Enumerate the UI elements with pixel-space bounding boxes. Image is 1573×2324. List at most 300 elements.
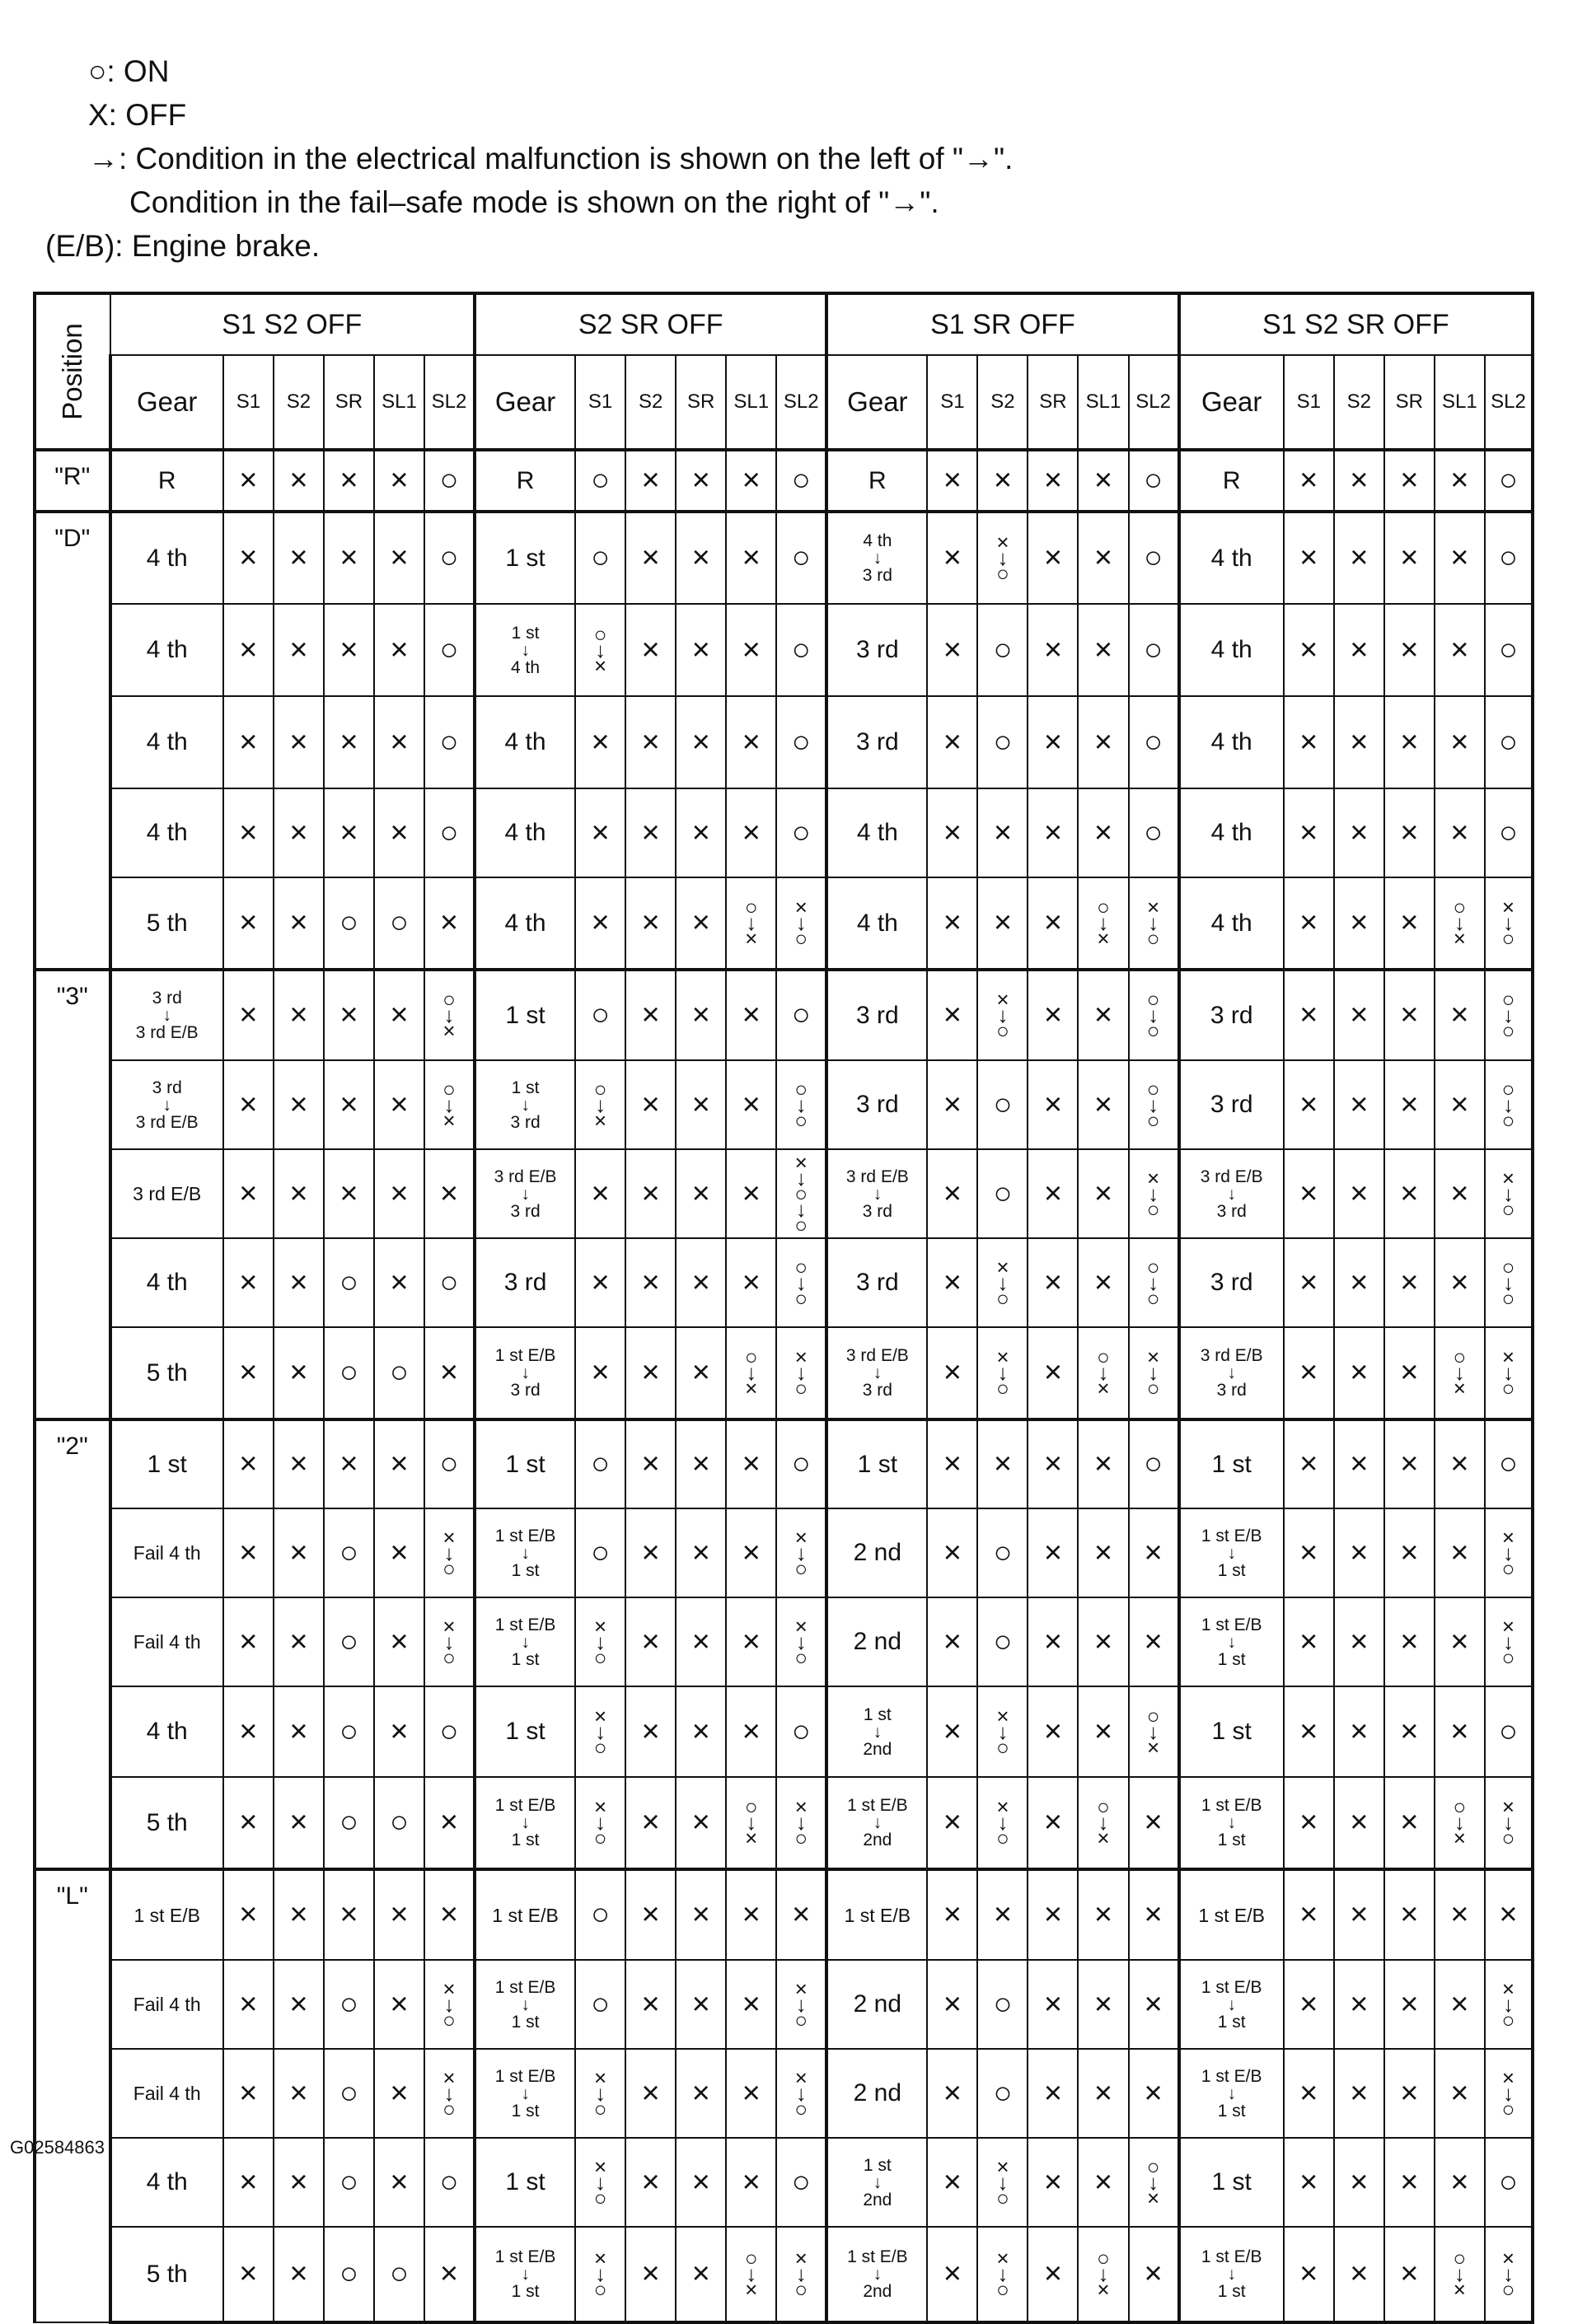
solenoid-state-cell: × <box>223 512 274 604</box>
table-row <box>35 1777 1533 1869</box>
gear-cell: 3 rd E/B <box>110 1149 223 1238</box>
solenoid-state-cell: × <box>726 696 776 788</box>
gear-cell: 3 rd <box>826 696 927 788</box>
gear-cell: Fail 4 th <box>110 1960 223 2049</box>
solenoid-state-cell: × <box>424 877 475 970</box>
group-header: S1 S2 OFF <box>110 293 475 355</box>
solenoid-state-cell: × <box>1028 1508 1078 1597</box>
solenoid-state-cell: × <box>676 1327 726 1419</box>
solenoid-state-cell: × <box>1435 1238 1485 1327</box>
solenoid-state-cell: × <box>1384 604 1435 696</box>
solenoid-state-cell: ○ <box>1485 696 1533 788</box>
solenoid-state-cell: × <box>1334 877 1384 970</box>
gear-column-header: Gear <box>1179 355 1284 450</box>
solenoid-state-cell: × <box>1129 1777 1179 1869</box>
gear-cell: 1 st E/B ↓ 2nd <box>826 2227 927 2322</box>
gear-cell: 1 st E/B ↓ 1 st <box>1179 1597 1284 1686</box>
solenoid-state-cell: × <box>1384 2049 1435 2138</box>
solenoid-state-cell: × <box>1334 2049 1384 2138</box>
solenoid-state-cell: × <box>324 970 374 1060</box>
solenoid-state-cell: ○ <box>977 1960 1028 2049</box>
solenoid-state-cell: × <box>1078 1960 1128 2049</box>
solenoid-state-cell: × <box>1334 1597 1384 1686</box>
solenoid-state-cell: ○ <box>324 1777 374 1869</box>
solenoid-state-cell: ○ <box>424 1686 475 1777</box>
solenoid-state-cell: × <box>726 2138 776 2227</box>
solenoid-state-cell: ○ <box>424 788 475 877</box>
solenoid-column-header: SL1 <box>1078 355 1128 450</box>
solenoid-state-cell: × <box>374 1960 424 2049</box>
solenoid-state-cell: × <box>223 1869 274 1960</box>
gear-cell: 2 nd <box>826 2049 927 2138</box>
table-row <box>35 2049 1533 2138</box>
solenoid-state-cell: × <box>625 604 676 696</box>
solenoid-state-cell: × <box>927 1238 977 1327</box>
solenoid-state-cell: × ↓ ○ <box>776 1597 826 1686</box>
gear-cell: 1 st <box>475 1686 575 1777</box>
gear-cell: 4 th <box>1179 696 1284 788</box>
gear-cell: 4 th <box>1179 604 1284 696</box>
solenoid-state-cell: ○ ↓ ○ <box>776 1238 826 1327</box>
table-row <box>35 970 1533 1060</box>
solenoid-state-cell: ○ <box>776 1686 826 1777</box>
solenoid-state-cell: × <box>374 1060 424 1149</box>
solenoid-state-cell: × <box>1028 2138 1078 2227</box>
solenoid-state-cell: × <box>1028 512 1078 604</box>
solenoid-state-cell: ○ <box>1129 1419 1179 1508</box>
gear-cell: 1 st E/B ↓ 1 st <box>475 2227 575 2322</box>
solenoid-state-cell: × <box>1129 2049 1179 2138</box>
solenoid-column-header: S2 <box>977 355 1028 450</box>
solenoid-state-cell: × <box>1435 1960 1485 2049</box>
solenoid-state-cell: × <box>223 877 274 970</box>
solenoid-state-cell: × ↓ ○ <box>776 1777 826 1869</box>
solenoid-state-cell: × <box>223 970 274 1060</box>
solenoid-state-cell: × <box>374 1597 424 1686</box>
solenoid-state-cell: × <box>1435 2138 1485 2227</box>
solenoid-state-cell: × <box>274 2049 324 2138</box>
solenoid-column-header: S2 <box>274 355 324 450</box>
solenoid-state-cell: × <box>1435 512 1485 604</box>
solenoid-state-cell: × ↓ ○ ↓ ○ <box>776 1149 826 1238</box>
solenoid-column-header: SL1 <box>1435 355 1485 450</box>
solenoid-state-cell: × <box>374 1419 424 1508</box>
solenoid-state-cell: × ↓ ○ <box>575 1777 625 1869</box>
solenoid-state-cell: × <box>1028 1419 1078 1508</box>
gear-cell: 4 th <box>110 788 223 877</box>
solenoid-state-cell: × <box>726 1508 776 1597</box>
solenoid-state-cell: × <box>1028 1238 1078 1327</box>
solenoid-state-cell: × <box>625 1686 676 1777</box>
solenoid-state-cell: ○ <box>324 1238 374 1327</box>
solenoid-state-cell: × <box>274 2227 324 2322</box>
solenoid-state-cell: × <box>324 1869 374 1960</box>
solenoid-state-cell: ○ <box>1485 1686 1533 1777</box>
solenoid-column-header: SR <box>324 355 374 450</box>
gear-cell: 1 st E/B <box>1179 1869 1284 1960</box>
solenoid-state-cell: × <box>625 2227 676 2322</box>
solenoid-state-cell: × <box>726 450 776 512</box>
gear-column-header: Gear <box>110 355 223 450</box>
solenoid-state-cell: × <box>927 1508 977 1597</box>
solenoid-state-cell: × <box>1384 877 1435 970</box>
table-row <box>35 450 1533 512</box>
solenoid-state-cell: × <box>977 450 1028 512</box>
solenoid-state-cell: × <box>927 1419 977 1508</box>
gear-cell: 4 th <box>826 788 927 877</box>
solenoid-state-cell: × <box>274 1327 324 1419</box>
table-row <box>35 2227 1533 2322</box>
solenoid-state-cell: × <box>1078 450 1128 512</box>
solenoid-state-cell: × <box>575 1327 625 1419</box>
solenoid-state-cell: × <box>1028 1777 1078 1869</box>
solenoid-state-cell: ○ <box>977 2049 1028 2138</box>
gear-cell: 1 st ↓ 2nd <box>826 2138 927 2227</box>
solenoid-state-cell: × <box>1384 1960 1435 2049</box>
gear-cell: 4 th <box>110 604 223 696</box>
solenoid-state-cell: × <box>1078 2049 1128 2138</box>
solenoid-state-cell: × <box>324 788 374 877</box>
solenoid-state-cell: × ↓ ○ <box>977 2138 1028 2227</box>
gear-cell: 3 rd E/B ↓ 3 rd <box>475 1149 575 1238</box>
solenoid-state-cell: × <box>927 1149 977 1238</box>
solenoid-state-cell: × <box>1435 2049 1485 2138</box>
solenoid-state-cell: × ↓ ○ <box>424 1960 475 2049</box>
solenoid-state-cell: × <box>223 1149 274 1238</box>
solenoid-state-cell: × <box>726 1060 776 1149</box>
solenoid-state-cell: × <box>575 877 625 970</box>
solenoid-state-cell: × <box>927 1686 977 1777</box>
solenoid-state-cell: ○ <box>575 1419 625 1508</box>
solenoid-state-cell: × <box>223 2227 274 2322</box>
solenoid-state-cell: × <box>1435 1419 1485 1508</box>
solenoid-state-cell: × <box>1334 450 1384 512</box>
solenoid-column-header: SR <box>1384 355 1435 450</box>
gear-cell: 5 th <box>110 877 223 970</box>
gear-cell: 4 th <box>826 877 927 970</box>
solenoid-state-cell: × <box>1028 1149 1078 1238</box>
solenoid-state-cell: ○ <box>776 604 826 696</box>
solenoid-state-cell: × <box>1284 2049 1334 2138</box>
solenoid-state-cell: × <box>927 604 977 696</box>
solenoid-state-cell: ○ <box>374 1777 424 1869</box>
solenoid-state-cell: ○ <box>324 1960 374 2049</box>
solenoid-state-cell: × <box>274 1777 324 1869</box>
solenoid-state-cell: × <box>1028 1869 1078 1960</box>
gear-cell: 1 st <box>1179 1419 1284 1508</box>
solenoid-state-cell: × <box>726 1419 776 1508</box>
solenoid-state-cell: × <box>1284 1060 1334 1149</box>
solenoid-state-cell: × <box>1384 512 1435 604</box>
solenoid-state-cell: ○ <box>776 450 826 512</box>
solenoid-state-cell: × <box>274 788 324 877</box>
solenoid-state-cell: × ↓ ○ <box>977 1327 1028 1419</box>
solenoid-state-cell: × <box>676 1238 726 1327</box>
table-row <box>35 512 1533 604</box>
solenoid-state-cell: ○ ↓ ○ <box>1129 1238 1179 1327</box>
solenoid-state-cell: × <box>726 604 776 696</box>
table-row <box>35 1149 1533 1238</box>
solenoid-state-cell: ○ <box>424 1419 475 1508</box>
gear-cell: 4 th <box>110 2138 223 2227</box>
solenoid-state-cell: × <box>374 1686 424 1777</box>
table-row <box>35 696 1533 788</box>
solenoid-state-cell: × <box>1284 696 1334 788</box>
solenoid-state-cell: × <box>223 1508 274 1597</box>
solenoid-state-cell: ○ <box>977 696 1028 788</box>
gear-cell: 4 th <box>110 1686 223 1777</box>
gear-cell: 1 st E/B ↓ 1 st <box>475 1508 575 1597</box>
solenoid-state-cell: × <box>927 696 977 788</box>
solenoid-state-cell: × ↓ ○ <box>977 1686 1028 1777</box>
solenoid-state-cell: × <box>625 788 676 877</box>
solenoid-state-cell: × <box>1435 1686 1485 1777</box>
solenoid-state-cell: × ↓ ○ <box>1129 1327 1179 1419</box>
solenoid-state-cell: × <box>424 1327 475 1419</box>
solenoid-state-cell: × ↓ ○ <box>1485 2049 1533 2138</box>
solenoid-state-cell: ○ <box>575 512 625 604</box>
solenoid-state-cell: ○ <box>1485 450 1533 512</box>
solenoid-state-cell: × <box>274 1238 324 1327</box>
solenoid-state-cell: × <box>1284 1149 1334 1238</box>
solenoid-state-cell: × <box>274 1508 324 1597</box>
solenoid-state-cell: × <box>1384 1686 1435 1777</box>
solenoid-state-cell: × <box>1078 1419 1128 1508</box>
solenoid-state-cell: × <box>324 1419 374 1508</box>
solenoid-state-cell: × <box>223 696 274 788</box>
solenoid-state-cell: × <box>274 1419 324 1508</box>
solenoid-state-cell: ○ <box>1129 512 1179 604</box>
solenoid-state-cell: × <box>726 1597 776 1686</box>
gear-cell: 3 rd <box>1179 1060 1284 1149</box>
solenoid-state-cell: × <box>223 1327 274 1419</box>
solenoid-state-cell: × <box>1384 2227 1435 2322</box>
solenoid-state-cell: × <box>927 1327 977 1419</box>
solenoid-state-cell: × <box>927 1777 977 1869</box>
solenoid-state-cell: × <box>1284 970 1334 1060</box>
solenoid-state-cell: × ↓ ○ <box>776 2049 826 2138</box>
solenoid-state-cell: ○ <box>324 1686 374 1777</box>
solenoid-state-cell: × <box>977 788 1028 877</box>
legend-arrow-line2: Condition in the fail–safe mode is shown on the right of "→". <box>129 185 939 219</box>
solenoid-state-cell: × <box>1028 877 1078 970</box>
solenoid-state-cell: ○ <box>324 1597 374 1686</box>
solenoid-state-cell: × <box>324 696 374 788</box>
solenoid-state-cell: × <box>726 1686 776 1777</box>
gear-cell: R <box>826 450 927 512</box>
solenoid-state-cell: × <box>1284 2138 1334 2227</box>
gear-cell: 4 th ↓ 3 rd <box>826 512 927 604</box>
solenoid-state-cell: ○ <box>1485 512 1533 604</box>
solenoid-state-cell: × ↓ ○ <box>1485 1597 1533 1686</box>
solenoid-state-cell: ○ <box>424 1238 475 1327</box>
group-header: S2 SR OFF <box>475 293 826 355</box>
solenoid-state-cell: × <box>1384 2138 1435 2227</box>
solenoid-state-cell: × <box>676 696 726 788</box>
solenoid-state-cell: × <box>1078 1508 1128 1597</box>
solenoid-state-cell: × <box>1384 1149 1435 1238</box>
solenoid-state-cell: ○ <box>324 2049 374 2138</box>
gear-cell: 1 st E/B <box>826 1869 927 1960</box>
solenoid-state-cell: × ↓ ○ <box>776 1327 826 1419</box>
solenoid-state-cell: ○ <box>374 877 424 970</box>
solenoid-state-cell: ○ <box>575 970 625 1060</box>
solenoid-state-cell: × <box>1284 1777 1334 1869</box>
solenoid-state-cell: × <box>1284 1508 1334 1597</box>
solenoid-state-cell: × ↓ ○ <box>977 970 1028 1060</box>
gear-cell: 5 th <box>110 2227 223 2322</box>
solenoid-state-cell: × <box>274 1686 324 1777</box>
solenoid-state-cell: × <box>324 604 374 696</box>
solenoid-state-cell: × <box>625 877 676 970</box>
solenoid-state-cell: × ↓ ○ <box>977 512 1028 604</box>
solenoid-state-cell: × <box>1435 1508 1485 1597</box>
solenoid-state-cell: × <box>625 1777 676 1869</box>
solenoid-state-cell: × <box>1435 970 1485 1060</box>
solenoid-state-cell: ○ ↓ × <box>1129 2138 1179 2227</box>
solenoid-state-cell: × ↓ ○ <box>575 2138 625 2227</box>
solenoid-state-cell: × <box>324 1149 374 1238</box>
solenoid-state-cell: × <box>1284 1686 1334 1777</box>
solenoid-state-cell: × ↓ ○ <box>575 1686 625 1777</box>
solenoid-state-cell: × <box>1334 512 1384 604</box>
solenoid-state-cell: × <box>374 512 424 604</box>
solenoid-state-cell: ○ ↓ × <box>726 877 776 970</box>
solenoid-state-cell: × <box>1284 1238 1334 1327</box>
solenoid-state-cell: × <box>676 1508 726 1597</box>
solenoid-state-cell: ○ <box>424 512 475 604</box>
position-cell: "L" <box>35 1869 110 2322</box>
solenoid-state-cell: × <box>676 1419 726 1508</box>
solenoid-state-cell: ○ <box>424 604 475 696</box>
solenoid-state-cell: × <box>575 696 625 788</box>
solenoid-state-cell: × <box>625 1508 676 1597</box>
solenoid-state-cell: × ↓ ○ <box>575 1597 625 1686</box>
solenoid-state-cell: ○ ↓ × <box>1078 2227 1128 2322</box>
solenoid-state-cell: × ↓ ○ <box>776 1960 826 2049</box>
solenoid-state-cell: × <box>1334 1327 1384 1419</box>
solenoid-state-cell: × <box>1028 696 1078 788</box>
solenoid-state-cell: × <box>1284 450 1334 512</box>
solenoid-state-cell: ○ <box>575 1508 625 1597</box>
solenoid-column-header: SL1 <box>374 355 424 450</box>
solenoid-state-cell: ○ <box>1485 604 1533 696</box>
solenoid-state-cell: × <box>927 1960 977 2049</box>
solenoid-state-cell: ○ ↓ ○ <box>776 1060 826 1149</box>
solenoid-state-cell: × <box>1384 788 1435 877</box>
solenoid-column-header: SL2 <box>1485 355 1533 450</box>
solenoid-state-cell: × <box>223 2138 274 2227</box>
solenoid-state-cell: × <box>223 450 274 512</box>
solenoid-state-cell: × <box>1334 1869 1384 1960</box>
solenoid-state-cell: × <box>1384 1238 1435 1327</box>
gear-cell: 1 st <box>475 970 575 1060</box>
solenoid-state-cell: ○ ↓ × <box>1435 1327 1485 1419</box>
solenoid-state-cell: × <box>1384 1869 1435 1960</box>
solenoid-column-header: SL1 <box>726 355 776 450</box>
position-header: Position <box>35 293 110 450</box>
solenoid-state-cell: × <box>274 450 324 512</box>
gear-cell: 3 rd E/B ↓ 3 rd <box>1179 1327 1284 1419</box>
solenoid-state-cell: × ↓ ○ <box>977 1238 1028 1327</box>
gear-cell: 2 nd <box>826 1508 927 1597</box>
gear-cell: 1 st E/B ↓ 1 st <box>475 1777 575 1869</box>
gear-cell: Fail 4 th <box>110 1508 223 1597</box>
solenoid-state-cell: × <box>1284 1869 1334 1960</box>
solenoid-state-cell: × <box>1334 1960 1384 2049</box>
solenoid-state-cell: × <box>625 2138 676 2227</box>
solenoid-state-cell: × <box>1129 1597 1179 1686</box>
gear-cell: 4 th <box>475 788 575 877</box>
solenoid-state-cell: × <box>1435 1597 1485 1686</box>
solenoid-column-header: SL2 <box>424 355 475 450</box>
table-row <box>35 1238 1533 1327</box>
solenoid-state-cell: × <box>1384 970 1435 1060</box>
solenoid-state-cell: × <box>1334 1508 1384 1597</box>
solenoid-state-cell: ○ ↓ ○ <box>1485 970 1533 1060</box>
solenoid-state-cell: × <box>676 1960 726 2049</box>
solenoid-state-cell: × <box>625 1597 676 1686</box>
solenoid-state-cell: × ↓ ○ <box>1485 877 1533 970</box>
table-row <box>35 604 1533 696</box>
solenoid-state-cell: ○ ↓ × <box>1078 1327 1128 1419</box>
solenoid-state-cell: ○ <box>977 1508 1028 1597</box>
gear-cell: 3 rd <box>1179 1238 1284 1327</box>
table-row <box>35 1419 1533 1508</box>
gear-column-header: Gear <box>475 355 575 450</box>
gear-cell: Fail 4 th <box>110 1597 223 1686</box>
solenoid-state-cell: × <box>927 970 977 1060</box>
solenoid-state-cell: ○ ↓ × <box>1435 877 1485 970</box>
solenoid-state-cell: × <box>575 1238 625 1327</box>
solenoid-state-cell: × <box>1028 1960 1078 2049</box>
solenoid-state-cell: ○ <box>374 1327 424 1419</box>
solenoid-state-cell: × <box>1284 1327 1334 1419</box>
solenoid-state-cell: ○ <box>575 1960 625 2049</box>
solenoid-state-cell: × <box>1028 1686 1078 1777</box>
solenoid-state-cell: × <box>274 1960 324 2049</box>
solenoid-state-cell: × ↓ ○ <box>424 1508 475 1597</box>
solenoid-state-cell: ○ <box>1129 450 1179 512</box>
solenoid-state-cell: × <box>676 604 726 696</box>
solenoid-state-cell: × <box>1334 1777 1384 1869</box>
gear-cell: 3 rd <box>826 1238 927 1327</box>
solenoid-state-cell: × <box>374 696 424 788</box>
solenoid-state-cell: × <box>1384 696 1435 788</box>
solenoid-state-cell: × <box>223 788 274 877</box>
solenoid-state-cell: × <box>1384 1327 1435 1419</box>
gear-cell: 1 st E/B ↓ 2nd <box>826 1777 927 1869</box>
solenoid-state-cell: ○ <box>424 450 475 512</box>
solenoid-state-cell: × <box>1435 1149 1485 1238</box>
solenoid-state-cell: × <box>1384 1060 1435 1149</box>
gear-cell: 3 rd E/B ↓ 3 rd <box>826 1149 927 1238</box>
solenoid-state-cell: × <box>676 1060 726 1149</box>
gear-cell: 1 st ↓ 2nd <box>826 1686 927 1777</box>
solenoid-state-cell: × <box>1334 2227 1384 2322</box>
solenoid-state-cell: × <box>1435 450 1485 512</box>
solenoid-state-cell: × <box>927 2049 977 2138</box>
solenoid-state-cell: × <box>1334 1686 1384 1777</box>
gear-cell: 1 st E/B ↓ 3 rd <box>475 1327 575 1419</box>
gear-cell: 4 th <box>110 1238 223 1327</box>
solenoid-state-cell: × <box>1334 1238 1384 1327</box>
solenoid-state-cell: × <box>223 1597 274 1686</box>
solenoid-state-cell: × <box>927 512 977 604</box>
gear-cell: 1 st <box>475 2138 575 2227</box>
solenoid-state-cell: × <box>1129 1960 1179 2049</box>
solenoid-state-cell: × <box>927 877 977 970</box>
